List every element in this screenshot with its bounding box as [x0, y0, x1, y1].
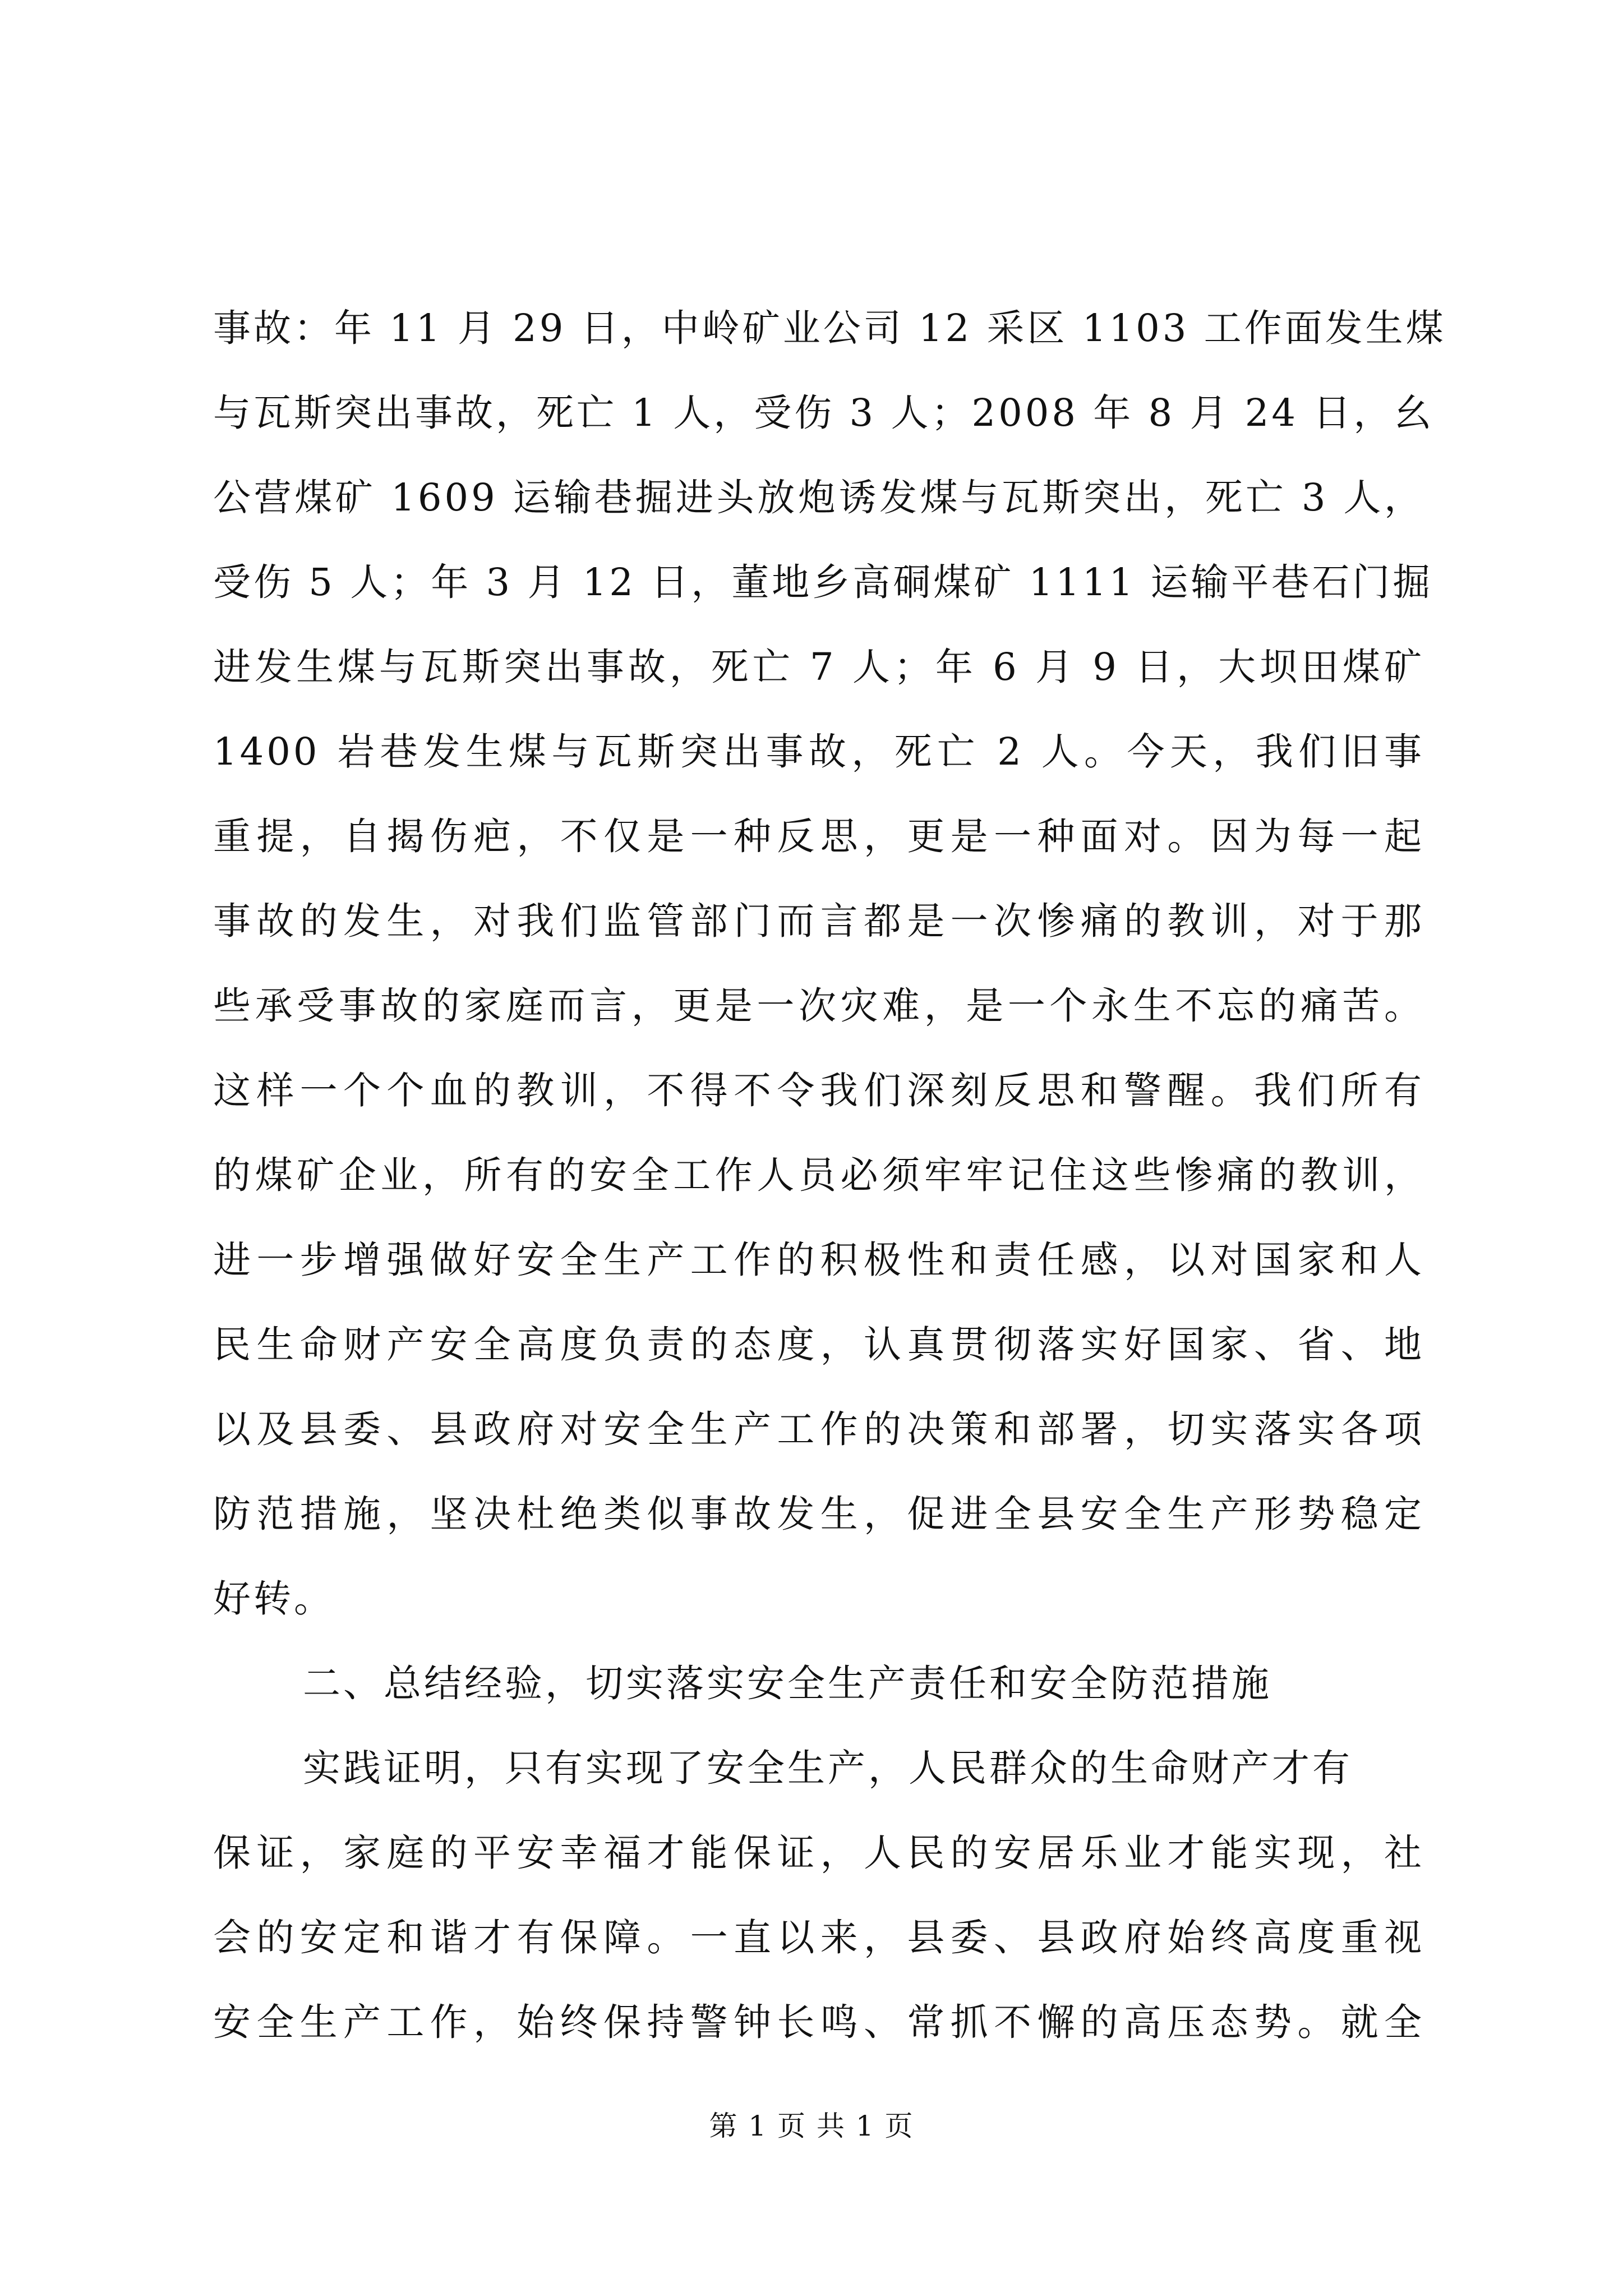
text-line: 1400 岩巷发生煤与瓦斯突出事故，死亡 2 人。今天，我们旧事: [213, 730, 1424, 774]
text-line: 进发生煤与瓦斯突出事故，死亡 7 人；年 6 月 9 日，大坝田煤矿: [213, 645, 1424, 689]
text-line: 安全生产工作，始终保持警钟长鸣、常抓不懈的高压态势。就全: [213, 2000, 1424, 2044]
text-line: 受伤 5 人；年 3 月 12 日，董地乡高硐煤矿 1111 运输平巷石门掘: [213, 560, 1433, 604]
text-line: 民生命财产安全高度负责的态度，认真贯彻落实好国家、省、地: [213, 1323, 1424, 1366]
text-line: 些承受事故的家庭而言，更是一次灾难，是一个永生不忘的痛苦。: [213, 984, 1424, 1028]
text-line: 事故的发生，对我们监管部门而言都是一次惨痛的教训，对于那: [213, 899, 1424, 943]
text-line: 好转。: [213, 1577, 334, 1621]
text-line: 公营煤矿 1609 运输巷掘进头放炮诱发煤与瓦斯突出，死亡 3 人，: [213, 476, 1424, 519]
text-line: 保证，家庭的平安幸福才能保证，人民的安居乐业才能实现，社: [213, 1831, 1424, 1875]
text-line: 这样一个个血的教训，不得不令我们深刻反思和警醒。我们所有: [213, 1069, 1424, 1112]
text-line: 与瓦斯突出事故，死亡 1 人，受伤 3 人；2008 年 8 月 24 日，幺: [213, 391, 1435, 435]
page-number-footer: 第 1 页 共 1 页: [709, 2110, 914, 2142]
text-line: 的煤矿企业，所有的安全工作人员必须牢牢记住这些惨痛的教训，: [213, 1153, 1424, 1197]
text-line: 实践证明，只有实现了安全生产，人民群众的生命财产才有: [303, 1746, 1353, 1790]
body-text: [213, 286, 1446, 2065]
text-line: 进一步增强做好安全生产工作的积极性和责任感，以对国家和人: [213, 1238, 1424, 1282]
text-line: 防范措施，坚决杜绝类似事故发生，促进全县安全生产形势稳定: [213, 1492, 1424, 1536]
text-line: 以及县委、县政府对安全生产工作的决策和部署，切实落实各项: [213, 1407, 1424, 1451]
text-line: 重提，自揭伤疤，不仅是一种反思，更是一种面对。因为每一起: [213, 815, 1424, 858]
section-heading: 二、总结经验，切实落实安全生产责任和安全防范措施: [303, 1662, 1272, 1705]
text-line: 事故：年 11 月 29 日，中岭矿业公司 12 采区 1103 工作面发生煤: [213, 306, 1446, 350]
text-line: 会的安定和谐才有保障。一直以来，县委、县政府始终高度重视: [213, 1916, 1424, 1959]
